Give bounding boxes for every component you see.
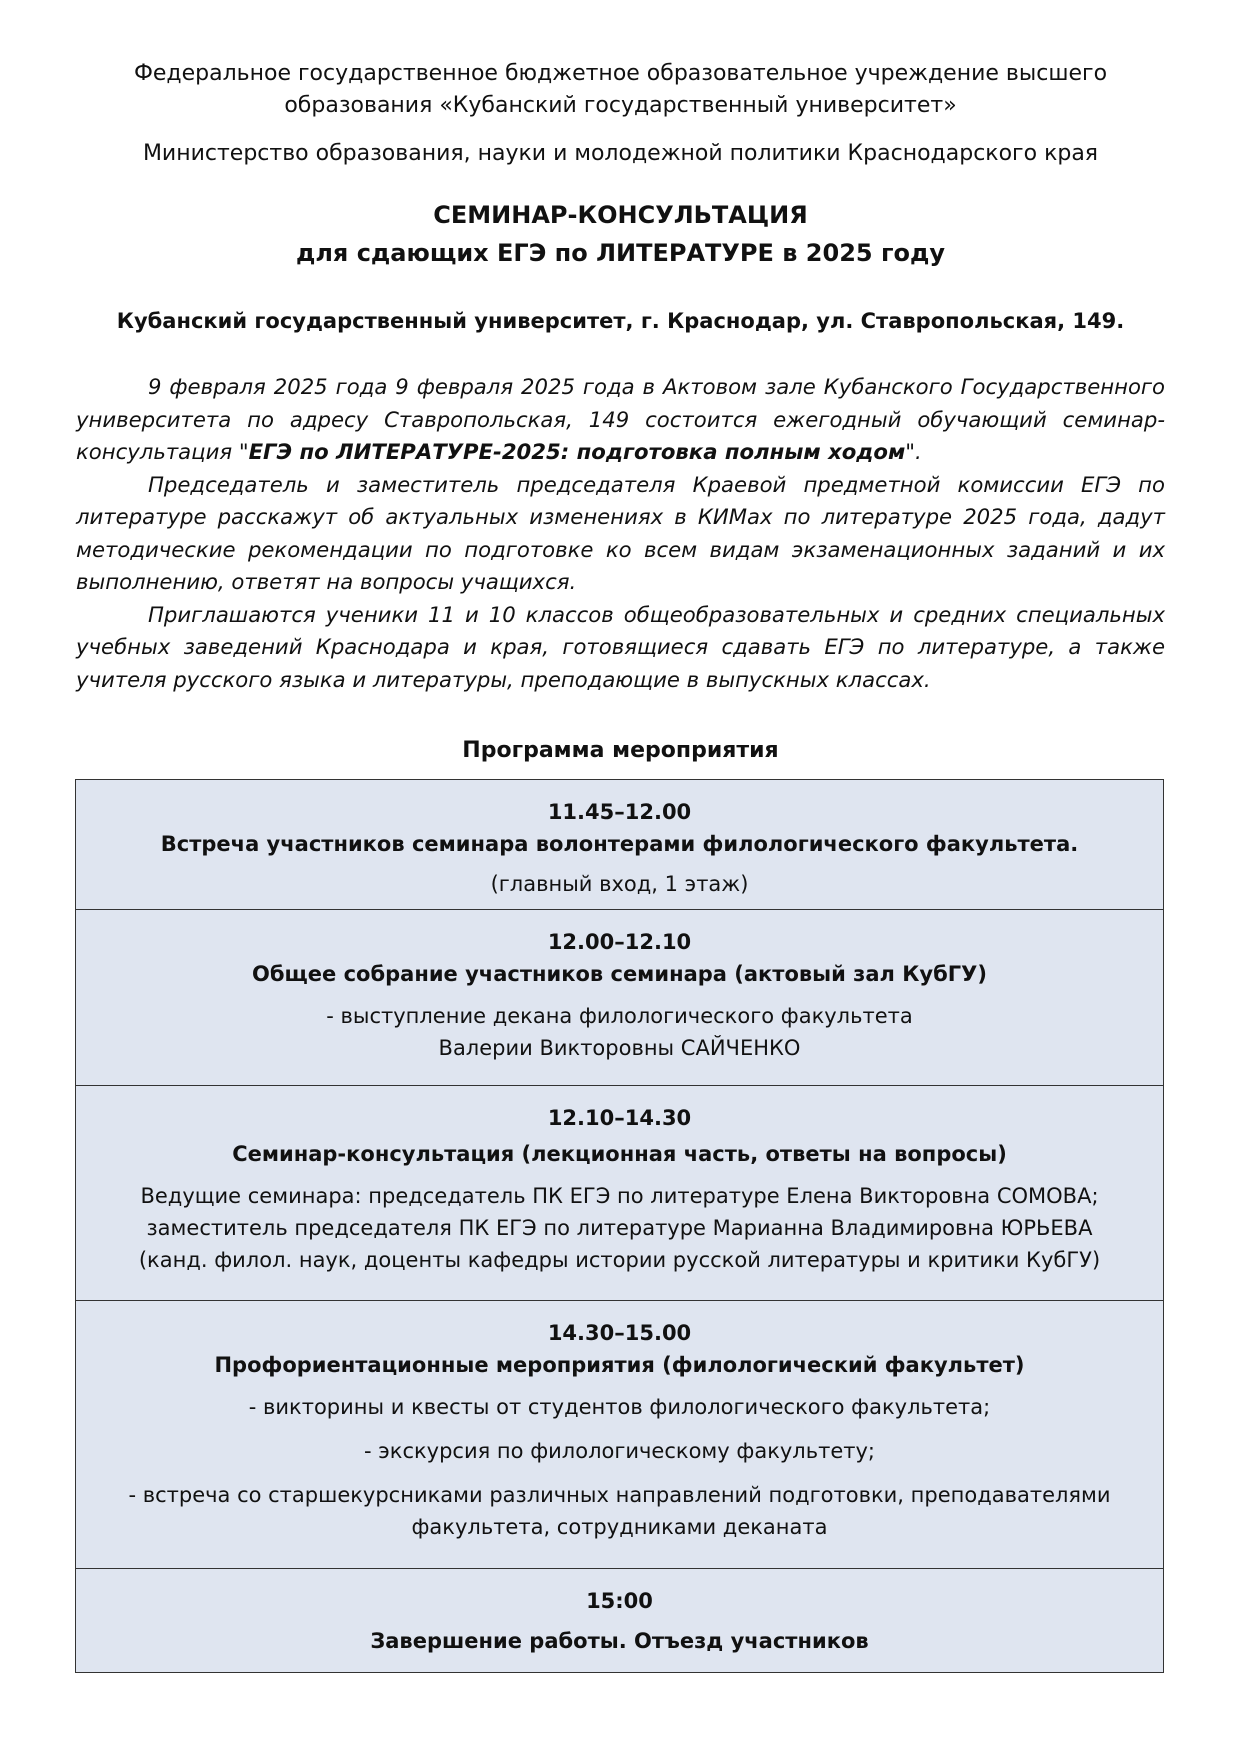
schedule-note: (главный вход, 1 этаж): [490, 872, 749, 896]
schedule-time: 12.10–14.30: [547, 1106, 692, 1130]
intro-paragraph-3: Приглашаются ученики 11 и 10 классов общеобразовательных и средних специальных учебных заведений Краснодара и края, готовящиеся сдавать ЕГЭ по литературе, а также учителя русского языка и литературы, преподающие в выпускных классах.: [76, 601, 1165, 692]
event-name: ЕГЭ по ЛИТЕРАТУРЕ-2025: подготовка полным ходом: [248, 439, 906, 464]
title-line-1: СЕМИНАР-КОНСУЛЬТАЦИЯ: [433, 201, 808, 229]
schedule-row: [76, 1301, 1163, 1569]
schedule-detail: - выступление декана филологического факультета: [326, 1004, 913, 1028]
program-schedule-table: [75, 779, 1164, 1673]
schedule-row: [76, 1569, 1163, 1673]
schedule-detail: - экскурсия по филологическому факультету;: [363, 1439, 875, 1463]
org-line-1: Федеральное государственное бюджетное образовательное учреждение высшего: [133, 61, 1108, 86]
schedule-heading: Семинар-консультация (лекционная часть, ответы на вопросы): [232, 1142, 1007, 1166]
ministry-name: Министерство образования, науки и молодежной политики Краснодарского края: [142, 141, 1099, 166]
schedule-detail: - викторины и квесты от студентов филологического факультета;: [248, 1395, 991, 1419]
title-line-2: для сдающих ЕГЭ по ЛИТЕРАТУРЕ в 2025 году: [295, 239, 946, 267]
schedule-row: [76, 910, 1163, 1086]
schedule-heading: Завершение работы. Отъезд участников: [370, 1629, 869, 1653]
schedule-detail: - встреча со старшекурсниками различных направлений подготовки, преподавателями: [128, 1483, 1111, 1507]
intro-text: [76, 371, 1165, 696]
document-title: [100, 196, 1141, 272]
schedule-row: [76, 780, 1163, 910]
org-line-2: образования «Кубанский государственный университет»: [284, 93, 957, 118]
intro-paragraph-1: [76, 371, 1165, 469]
schedule-detail: заместитель председателя ПК ЕГЭ по литературе Марианна Владимировна ЮРЬЕВА: [146, 1216, 1093, 1240]
schedule-heading: Встреча участников семинара волонтерами филологического факультета.: [160, 832, 1079, 856]
schedule-detail: факультета, сотрудниками деканата: [411, 1515, 828, 1539]
intro-paragraph-2: Председатель и заместитель председателя Краевой предметной комиссии ЕГЭ по литературе расскажут об актуальных изменениях в КИМах по литературе 2025 года, дадут методические рекомендации по подготовке ко всем видам экзаменационных заданий и их выполнению, ответят на вопросы учащихся.: [76, 471, 1165, 594]
program-title: Программа мероприятия: [462, 738, 779, 763]
intro-p1-end: ".: [905, 439, 922, 464]
schedule-detail: Ведущие семинара: председатель ПК ЕГЭ по литературе Елена Викторовна СОМОВА;: [140, 1184, 1099, 1208]
schedule-detail: Валерии Викторовны САЙЧЕНКО: [438, 1036, 801, 1060]
schedule-time: 12.00–12.10: [547, 930, 692, 954]
intro-p1-text: 9 февраля 2025 года 9 февраля 2025 года в Актовом зале Кубанского Государственного университета по адресу Ставропольская, 149 состоится ежегодный обучающий семинар-консультация ": [76, 374, 1165, 464]
schedule-time: 14.30–15.00: [547, 1321, 692, 1345]
organization-name: [100, 58, 1141, 122]
event-address: Кубанский государственный университет, г. Краснодар, ул. Ставропольская, 149.: [116, 309, 1125, 333]
schedule-heading: Профориентационные мероприятия (филологический факультет): [214, 1353, 1025, 1377]
schedule-row: [76, 1086, 1163, 1301]
schedule-heading: Общее собрание участников семинара (актовый зал КубГУ): [252, 962, 987, 986]
schedule-time: 11.45–12.00: [547, 800, 692, 824]
schedule-time: 15:00: [586, 1589, 653, 1613]
schedule-detail: (канд. филол. наук, доценты кафедры истории русской литературы и критики КубГУ): [138, 1248, 1101, 1272]
